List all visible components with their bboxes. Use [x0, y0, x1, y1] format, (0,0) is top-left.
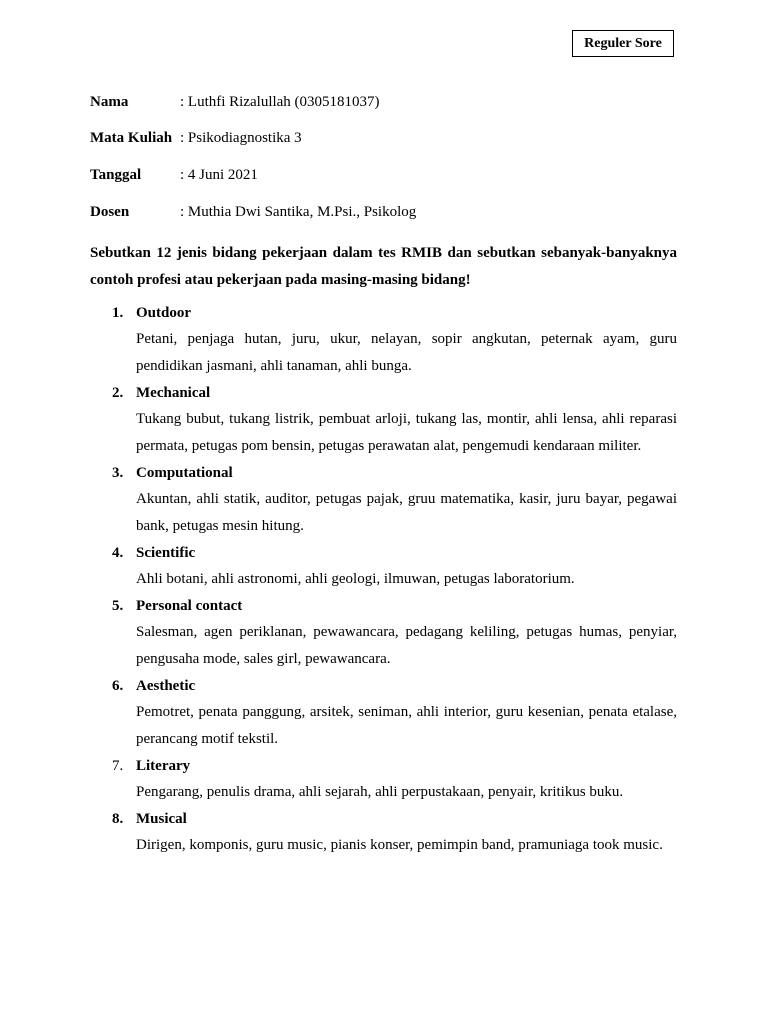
item-description: Petani, penjaga hutan, juru, ukur, nelayan, sopir angkutan, peternak ayam, guru pendidikan jasmani, ahli tanaman, ahli bunga. — [136, 331, 677, 374]
info-value: : Muthia Dwi Santika, M.Psi., Psikolog — [180, 204, 417, 220]
item-number: 3. — [112, 465, 124, 481]
info-value: : 4 Juni 2021 — [180, 167, 258, 183]
item-title: Mechanical — [136, 385, 211, 401]
list-item — [90, 595, 677, 673]
info-label: Nama — [90, 94, 129, 110]
list-item — [90, 302, 677, 380]
item-title: Literary — [136, 758, 191, 774]
list-item — [90, 675, 677, 753]
item-title: Personal contact — [136, 598, 243, 614]
item-title: Outdoor — [136, 305, 192, 321]
item-description: Tukang bubut, tukang listrik, pembuat arloji, tukang las, montir, ahli lensa, ahli reparasi permata, petugas pom bensin, petugas perawatan alat, pengemudi kendaraan militer. — [136, 411, 677, 454]
item-description: Dirigen, komponis, guru music, pianis konser, pemimpin band, pramuniaga took music. — [136, 837, 663, 853]
list-item — [90, 382, 677, 460]
item-number: 2. — [112, 385, 124, 401]
list-item — [90, 542, 677, 593]
info-value: : Psikodiagnostika 3 — [180, 130, 302, 146]
item-title: Scientific — [136, 545, 196, 561]
list-item — [90, 808, 677, 859]
item-number: 7. — [112, 758, 124, 774]
info-label: Tanggal — [90, 167, 142, 183]
class-badge: Reguler Sore — [572, 30, 674, 57]
item-number: 6. — [112, 678, 124, 694]
item-description: Ahli botani, ahli astronomi, ahli geologi, ilmuwan, petugas laboratorium. — [136, 571, 575, 587]
category-list — [90, 302, 677, 861]
item-number: 8. — [112, 811, 124, 827]
item-number: 1. — [112, 305, 124, 321]
item-number: 5. — [112, 598, 124, 614]
list-item — [90, 755, 677, 806]
item-number: 4. — [112, 545, 124, 561]
item-description: Akuntan, ahli statik, auditor, petugas pajak, gruu matematika, kasir, juru bayar, pegawai bank, petugas mesin hitung. — [136, 491, 677, 534]
item-description: Pemotret, penata panggung, arsitek, seniman, ahli interior, guru kesenian, penata etalase, perancang motif tekstil. — [136, 704, 677, 747]
item-description: Salesman, agen periklanan, pewawancara, pedagang keliling, petugas humas, penyiar, pengusaha mode, sales girl, pewawancara. — [136, 624, 677, 667]
info-label: Mata Kuliah — [90, 130, 173, 146]
item-title: Musical — [136, 811, 187, 827]
info-label: Dosen — [90, 204, 130, 220]
question-text: Sebutkan 12 jenis bidang pekerjaan dalam tes RMIB dan sebutkan sebanyak-banyaknya contoh profesi atau pekerjaan pada masing-masing bidang! — [90, 245, 677, 288]
list-item — [90, 462, 677, 540]
info-value: : Luthfi Rizalullah (0305181037) — [180, 94, 380, 110]
item-title: Aesthetic — [136, 678, 196, 694]
item-title: Computational — [136, 465, 233, 481]
item-description: Pengarang, penulis drama, ahli sejarah, ahli perpustakaan, penyair, kritikus buku. — [136, 784, 624, 800]
